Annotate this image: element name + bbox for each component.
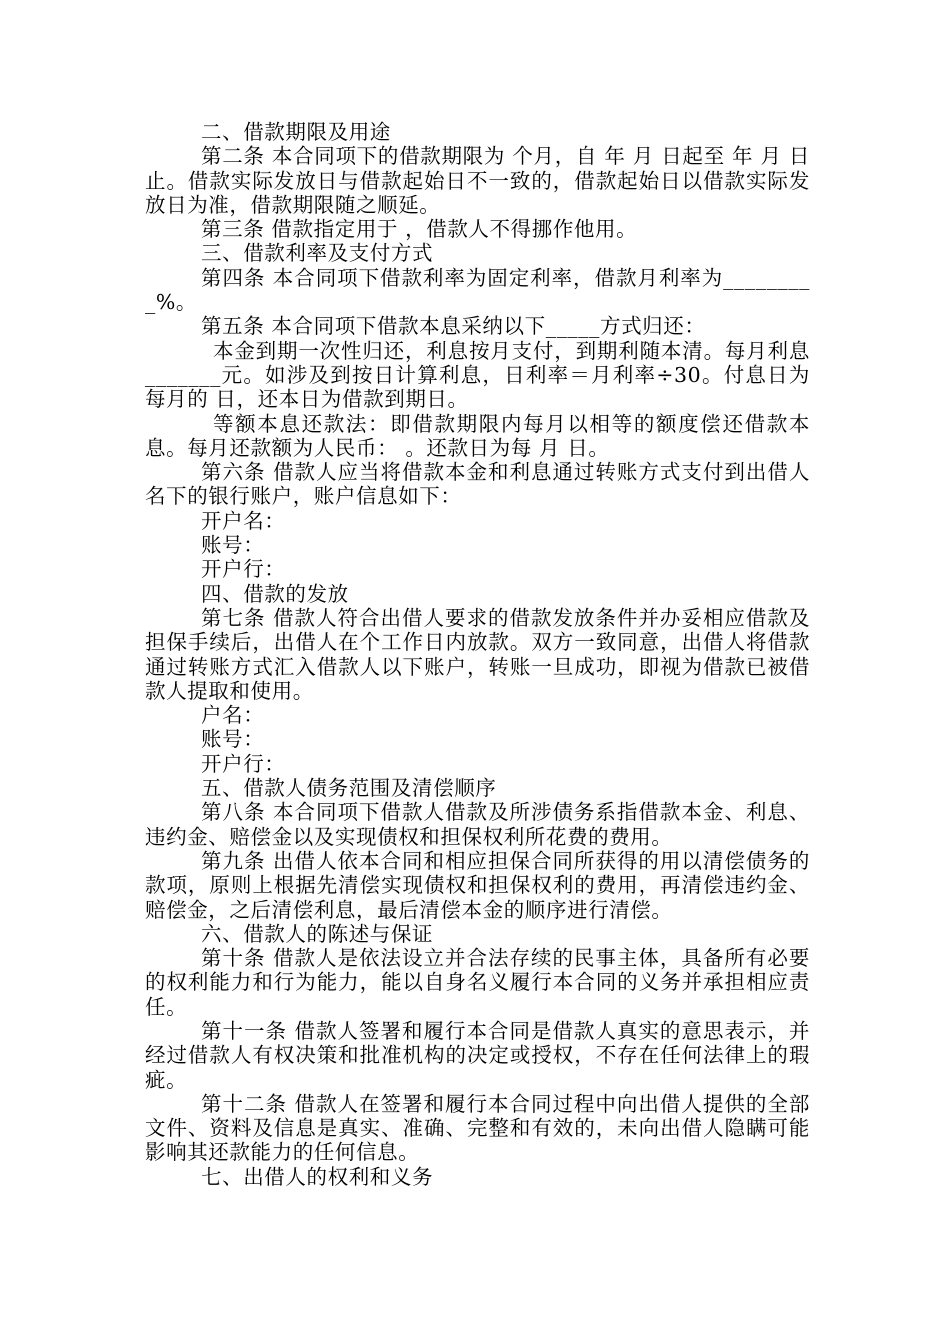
article-6: 第六条 借款人应当将借款本金和利息通过转账方式支付到出借人名下的银行账户，账户信息如下： <box>145 460 810 509</box>
article-8: 第八条 本合同项下借款人借款及所涉债务系指借款本金、利息、违约金、赔偿金以及实现债权和担保权利所花费的费用。 <box>145 800 810 849</box>
section-heading-2: 二、借款期限及用途 <box>201 120 391 144</box>
section-heading-4: 四、借款的发放 <box>201 581 349 606</box>
article-3: 第三条 借款指定用于 ，借款人不得挪作他用。 <box>201 217 638 242</box>
article-4: 第四条 本合同项下借款利率为固定利率，借款月利率为_________%。 <box>145 265 810 315</box>
section-heading-6: 六、借款人的陈述与保证 <box>201 921 434 946</box>
article-2: 第二条 本合同项下的借款期限为 个月，自 年 月 日起至 年 月 日止。借款实际发放日与借款起始日不一致的，借款起始日以借款实际发放日为准，借款期限随之顺延。 <box>145 144 810 217</box>
section-heading-5: 五、借款人债务范围及清偿顺序 <box>201 776 497 801</box>
repayment-option-lump-sum: 本金到期一次性归还，利息按月支付，到期利随本清。每月利息_______元。如涉及到按日计算利息，日利率＝月利率÷30。付息日为每月的 日，还本日为借款到期日。 <box>145 338 810 412</box>
borrower-account-number: 账号： <box>201 727 265 752</box>
repayment-option-equal-installment: 等额本息还款法：即借款期限内每月以相等的额度偿还借款本息。每月还款额为人民币： 。还款日为每 月 日。 <box>145 411 810 460</box>
article-7: 第七条 借款人符合出借人要求的借款发放条件并办妥相应借款及担保手续后，出借人在个工作日内放款。双方一致同意，出借人将借款通过转账方式汇入借款人以下账户，转账一旦成功，即视为借款已被借款人提取和使用。 <box>145 605 810 703</box>
document-page <box>145 120 810 1189</box>
article-11: 第十一条 借款人签署和履行本合同是借款人真实的意思表示，并经过借款人有权决策和批准机构的决定或授权，不存在任何法律上的瑕疵。 <box>145 1018 810 1092</box>
section-heading-7: 七、出借人的权利和义务 <box>201 1164 434 1189</box>
lender-account-bank: 开户行： <box>201 557 286 582</box>
article-10: 第十条 借款人是依法设立并合法存续的民事主体，具备所有必要的权利能力和行为能力，能以自身名义履行本合同的义务并承担相应责任。 <box>145 946 810 1019</box>
borrower-account-bank: 开户行： <box>201 751 286 776</box>
lender-account-name: 开户名： <box>201 508 286 533</box>
lender-account-number: 账号： <box>201 533 265 558</box>
article-9: 第九条 出借人依本合同和相应担保合同所获得的用以清偿债务的款项，原则上根据先清偿实现债权和担保权利的费用，再清偿违约金、赔偿金，之后清偿利息，最后清偿本金的顺序进行清偿。 <box>145 848 810 922</box>
section-heading-3: 三、借款利率及支付方式 <box>201 241 434 266</box>
article-5: 第五条 本合同项下借款本息采纳以下_____方式归还： <box>201 314 706 339</box>
article-12: 第十二条 借款人在签署和履行本合同过程中向出借人提供的全部文件、资料及信息是真实、准确、完整和有效的，未向出借人隐瞒可能影响其还款能力的任何信息。 <box>145 1091 810 1165</box>
borrower-account-name: 户名： <box>201 703 265 728</box>
